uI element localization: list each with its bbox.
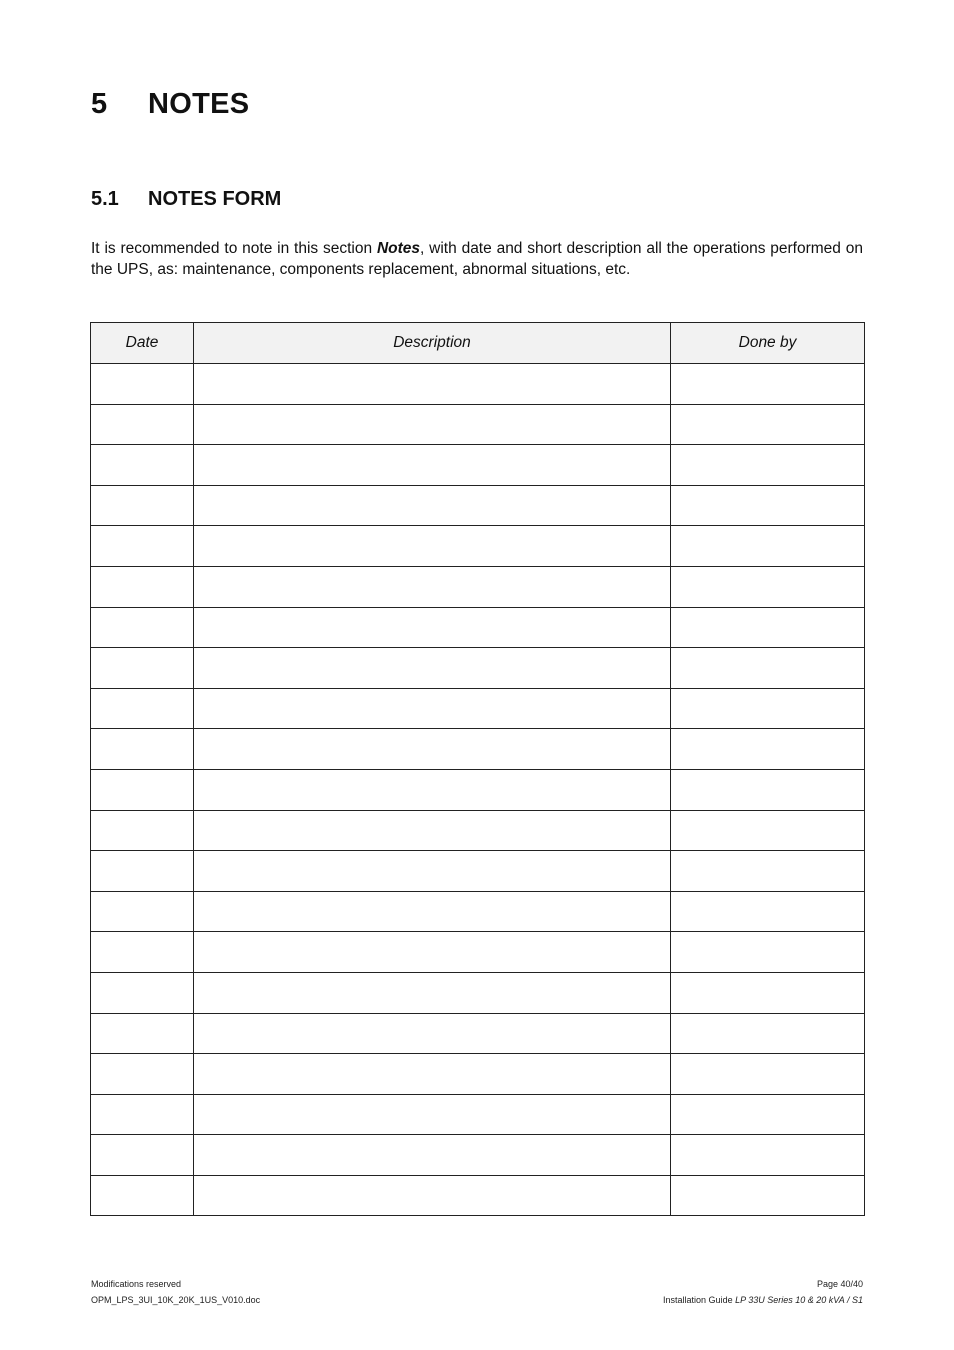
table-row <box>91 1094 865 1135</box>
description-cell[interactable] <box>194 972 671 1013</box>
done-by-cell[interactable] <box>671 1054 865 1095</box>
done-by-cell[interactable] <box>671 485 865 526</box>
description-cell[interactable] <box>194 688 671 729</box>
description-cell[interactable] <box>194 648 671 689</box>
section-heading <box>91 188 281 211</box>
done-by-cell[interactable] <box>671 566 865 607</box>
intro-emphasis: Notes <box>376 240 421 257</box>
footer-left <box>91 1276 260 1308</box>
done-by-cell[interactable] <box>671 607 865 648</box>
date-cell[interactable] <box>91 566 194 607</box>
footer-document-file: OPM_LPS_3UI_10K_20K_1US_V010.doc <box>91 1295 261 1305</box>
date-cell[interactable] <box>91 891 194 932</box>
date-cell[interactable] <box>91 729 194 770</box>
table-row <box>91 1054 865 1095</box>
date-cell[interactable] <box>91 1054 194 1095</box>
table-row <box>91 364 865 405</box>
table-row <box>91 445 865 486</box>
done-by-cell[interactable] <box>671 364 865 405</box>
done-by-cell[interactable] <box>671 1094 865 1135</box>
done-by-cell[interactable] <box>671 526 865 567</box>
date-cell[interactable] <box>91 851 194 892</box>
date-cell[interactable] <box>91 607 194 648</box>
footer-modifications: Modifications reserved <box>91 1279 182 1289</box>
date-cell[interactable] <box>91 648 194 689</box>
chapter-heading <box>91 88 249 121</box>
column-header-description: Description <box>194 323 671 364</box>
description-cell[interactable] <box>194 891 671 932</box>
done-by-cell[interactable] <box>671 1175 865 1216</box>
date-cell[interactable] <box>91 972 194 1013</box>
description-cell[interactable] <box>194 445 671 486</box>
date-cell[interactable] <box>91 364 194 405</box>
notes-table-body <box>91 364 865 1216</box>
intro-text-after: , with date and short description all the operations performed on the UPS, as: maintenance, components replacement, abnormal situations, etc. <box>91 240 864 278</box>
done-by-cell[interactable] <box>671 972 865 1013</box>
chapter-title: NOTES <box>148 88 250 120</box>
done-by-cell[interactable] <box>671 404 865 445</box>
date-cell[interactable] <box>91 1135 194 1176</box>
date-cell[interactable] <box>91 769 194 810</box>
done-by-cell[interactable] <box>671 1135 865 1176</box>
date-cell[interactable] <box>91 404 194 445</box>
done-by-cell[interactable] <box>671 445 865 486</box>
date-cell[interactable] <box>91 445 194 486</box>
table-row <box>91 566 865 607</box>
description-cell[interactable] <box>194 1054 671 1095</box>
table-row <box>91 769 865 810</box>
table-row <box>91 891 865 932</box>
description-cell[interactable] <box>194 932 671 973</box>
footer-guide-prefix: Installation Guide <box>663 1295 736 1305</box>
date-cell[interactable] <box>91 688 194 729</box>
chapter-number: 5 <box>91 88 108 120</box>
intro-text-before: It is recommended to note in this section <box>91 240 377 257</box>
intro-paragraph <box>91 238 863 280</box>
table-row <box>91 526 865 567</box>
table-row <box>91 1175 865 1216</box>
done-by-cell[interactable] <box>671 729 865 770</box>
description-cell[interactable] <box>194 851 671 892</box>
description-cell[interactable] <box>194 607 671 648</box>
done-by-cell[interactable] <box>671 769 865 810</box>
column-header-date: Date <box>91 323 194 364</box>
date-cell[interactable] <box>91 1175 194 1216</box>
footer-right <box>663 1276 863 1308</box>
description-cell[interactable] <box>194 1135 671 1176</box>
description-cell[interactable] <box>194 729 671 770</box>
table-row <box>91 1013 865 1054</box>
description-cell[interactable] <box>194 566 671 607</box>
footer-guide-title <box>663 1292 863 1308</box>
description-cell[interactable] <box>194 810 671 851</box>
description-cell[interactable] <box>194 364 671 405</box>
notes-table <box>90 322 865 1216</box>
description-cell[interactable] <box>194 1094 671 1135</box>
done-by-cell[interactable] <box>671 648 865 689</box>
footer-guide-product: LP 33U Series 10 & 20 kVA / S1 <box>735 1295 863 1305</box>
done-by-cell[interactable] <box>671 810 865 851</box>
description-cell[interactable] <box>194 1013 671 1054</box>
date-cell[interactable] <box>91 526 194 567</box>
footer-page-number: Page 40/40 <box>816 1279 863 1289</box>
table-row <box>91 485 865 526</box>
section-number: 5.1 <box>91 188 119 210</box>
done-by-cell[interactable] <box>671 1013 865 1054</box>
done-by-cell[interactable] <box>671 932 865 973</box>
done-by-cell[interactable] <box>671 891 865 932</box>
date-cell[interactable] <box>91 1013 194 1054</box>
date-cell[interactable] <box>91 932 194 973</box>
table-row <box>91 932 865 973</box>
table-row <box>91 1135 865 1176</box>
table-row <box>91 404 865 445</box>
table-row <box>91 729 865 770</box>
description-cell[interactable] <box>194 485 671 526</box>
date-cell[interactable] <box>91 1094 194 1135</box>
table-row <box>91 648 865 689</box>
description-cell[interactable] <box>194 1175 671 1216</box>
date-cell[interactable] <box>91 485 194 526</box>
done-by-cell[interactable] <box>671 851 865 892</box>
column-header-done-by: Done by <box>671 323 865 364</box>
table-row <box>91 688 865 729</box>
table-row <box>91 607 865 648</box>
notes-table-header-row <box>91 323 865 364</box>
table-row <box>91 851 865 892</box>
date-cell[interactable] <box>91 810 194 851</box>
description-cell[interactable] <box>194 769 671 810</box>
section-title: NOTES FORM <box>148 188 282 210</box>
table-row <box>91 972 865 1013</box>
description-cell[interactable] <box>194 404 671 445</box>
table-row <box>91 810 865 851</box>
done-by-cell[interactable] <box>671 688 865 729</box>
description-cell[interactable] <box>194 526 671 567</box>
